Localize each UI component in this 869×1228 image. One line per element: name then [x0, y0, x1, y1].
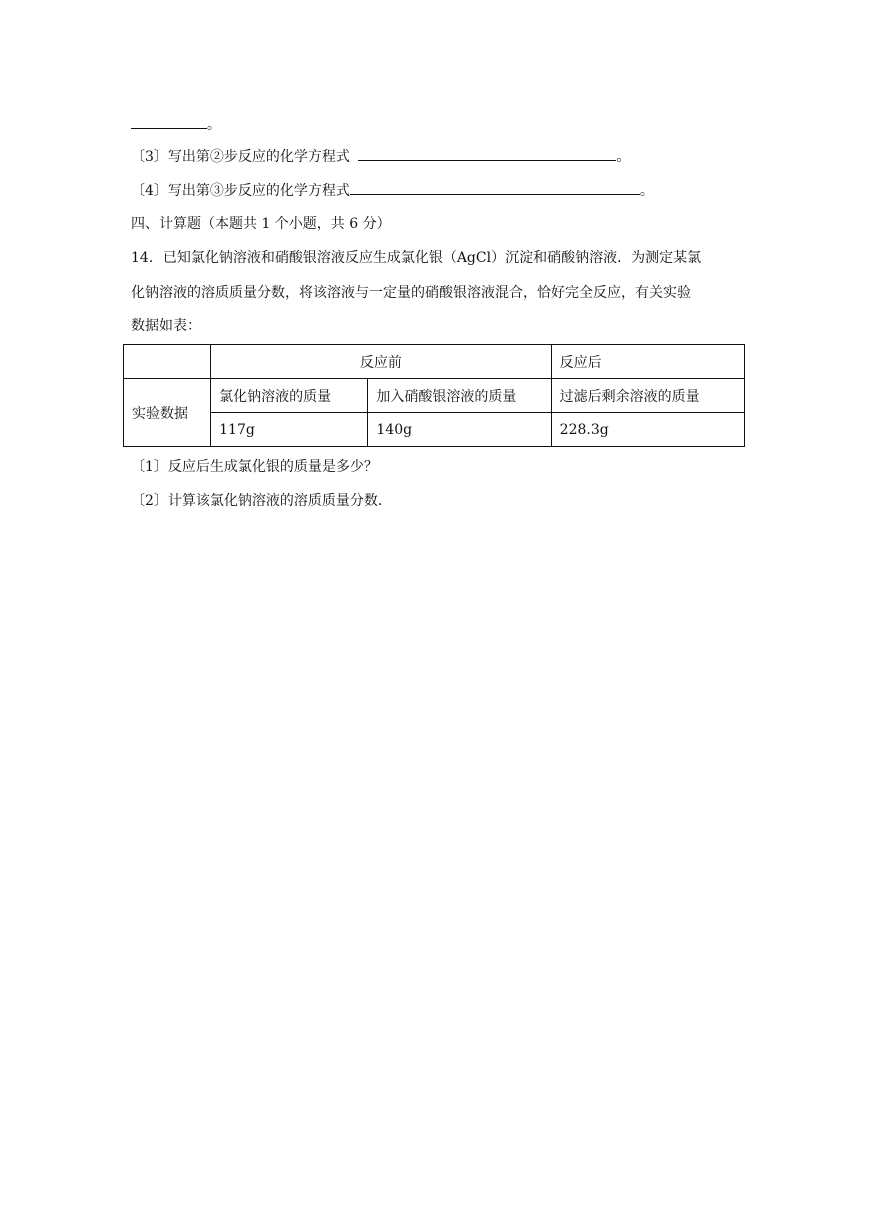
period: 。 [616, 149, 631, 165]
question-14-line-2: 化钠溶液的溶质质量分数，将该溶液与一定量的硝酸银溶液混合，恰好完全反应，有关实验 [131, 285, 691, 301]
section-heading: 四、计算题（本题共 1 个小题，共 6 分） [131, 216, 391, 232]
col-label-filtrate-mass: 过滤后剩余溶液的质量 [551, 379, 744, 413]
part-3-label: 〔3〕写出第②步反应的化学方程式 [131, 149, 350, 165]
part-3-answer-blank[interactable] [358, 146, 616, 161]
after-reaction-header: 反应后 [551, 345, 744, 379]
col-label-nacl-mass: 氯化钠溶液的质量 [211, 379, 368, 413]
col-label-agno3-mass: 加入硝酸银溶液的质量 [368, 379, 551, 413]
question-13-part-4 [131, 180, 654, 200]
table-row [124, 379, 745, 413]
question-13-part-3 [131, 146, 630, 166]
answer-blank[interactable] [131, 114, 207, 129]
question-14-line-3: 数据如表： [131, 318, 201, 334]
question-14-sub-2: 〔2〕计算该氯化钠溶液的溶质质量分数． [131, 493, 392, 509]
part-4-label: 〔4〕写出第③步反应的化学方程式 [131, 183, 350, 199]
period: 。 [207, 117, 221, 133]
part-4-answer-blank[interactable] [350, 180, 640, 195]
question-14-sub-1: 〔1〕反应后生成氯化银的质量是多少？ [131, 459, 378, 475]
value-filtrate-mass: 228.3g [551, 413, 744, 447]
table-row [124, 413, 745, 447]
value-agno3-mass: 140g [368, 413, 551, 447]
table-corner-cell [124, 345, 211, 379]
answer-line-continuation [131, 114, 221, 134]
value-nacl-mass: 117g [211, 413, 368, 447]
table-row [124, 345, 745, 379]
experiment-data-table [123, 344, 745, 447]
before-reaction-header: 反应前 [211, 345, 552, 379]
row-label-experiment-data: 实验数据 [124, 379, 211, 447]
period: 。 [639, 183, 654, 199]
question-14-line-1: 14．已知氯化钠溶液和硝酸银溶液反应生成氯化银（AgCl）沉淀和硝酸钠溶液．为测定某氯 [131, 250, 702, 266]
